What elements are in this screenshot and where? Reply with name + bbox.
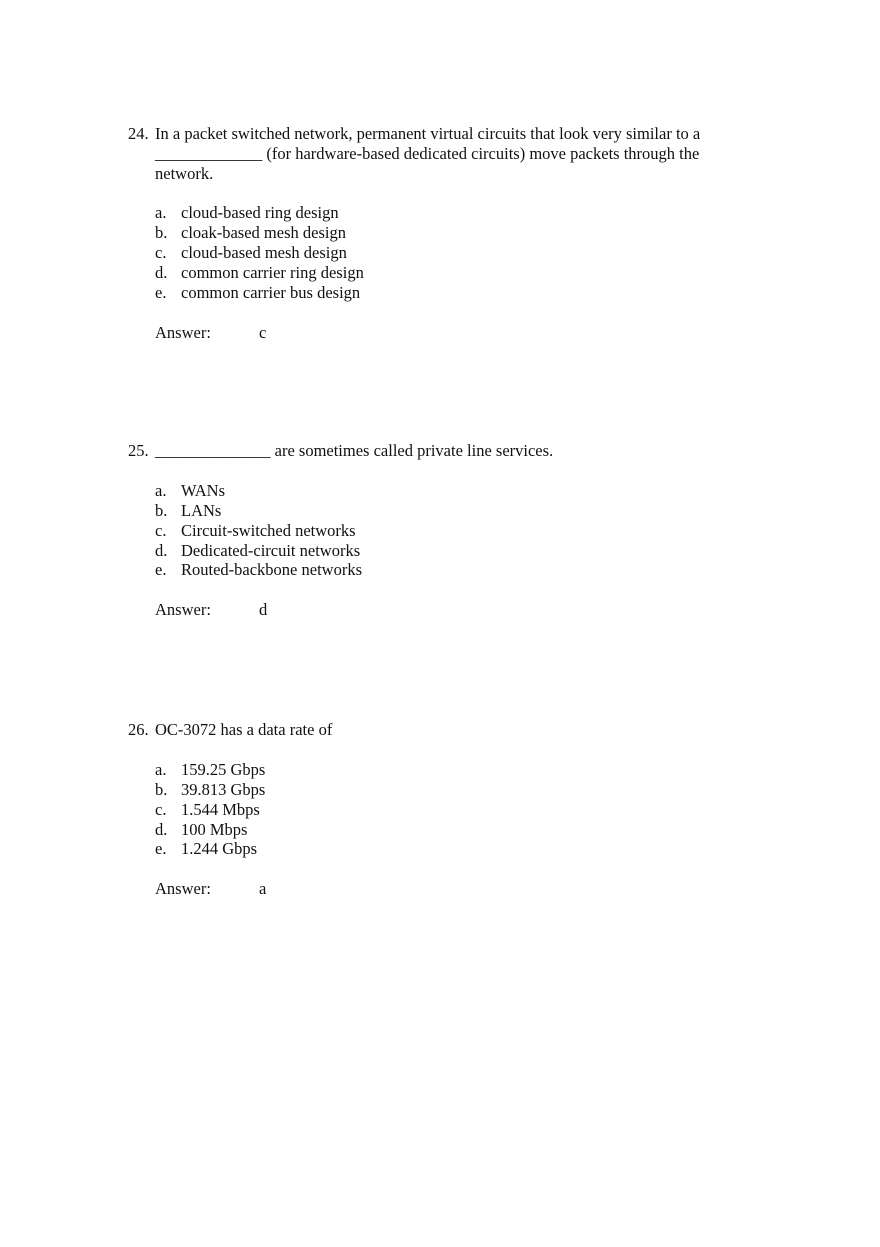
answer-value: c: [259, 322, 267, 342]
stem-line: In a packet switched network, permanent virtual circuits that look very similar to a: [155, 124, 701, 143]
option-letter: d.: [155, 819, 168, 839]
option-text: WANs: [181, 480, 225, 500]
option-a: [155, 481, 738, 501]
option-letter: b.: [155, 500, 168, 520]
option-b: [155, 223, 738, 243]
question-stem: [128, 720, 738, 740]
option-text: 100 Mbps: [181, 819, 248, 839]
question-number: 25.: [128, 441, 149, 460]
option-letter: b.: [155, 223, 168, 243]
option-letter: e.: [155, 839, 167, 859]
question-number: 24.: [128, 124, 149, 143]
option-c: [155, 521, 738, 541]
option-d: [155, 820, 738, 840]
option-e: [155, 283, 738, 303]
option-c: [155, 243, 738, 263]
question-number: 26.: [128, 720, 149, 739]
answer-value: d: [259, 600, 268, 620]
answer-line: [128, 879, 738, 899]
answer-line: [128, 323, 738, 343]
option-text: 159.25 Gbps: [181, 759, 266, 779]
option-letter: a.: [155, 480, 167, 500]
answer-label: Answer:: [155, 879, 211, 899]
question-25: [128, 441, 738, 620]
stem-line: OC-3072 has a data rate of: [155, 720, 333, 739]
answer-line: [128, 600, 738, 620]
option-d: [155, 541, 738, 561]
stem-line: network.: [155, 163, 214, 183]
option-list: [128, 760, 738, 860]
option-letter: a.: [155, 203, 167, 223]
option-letter: a.: [155, 759, 167, 779]
option-text: LANs: [181, 500, 222, 520]
option-text: cloud-based ring design: [181, 203, 339, 223]
option-text: 1.244 Gbps: [181, 839, 258, 859]
option-letter: e.: [155, 560, 167, 580]
option-text: 1.544 Mbps: [181, 799, 260, 819]
question-stem: [128, 441, 738, 461]
stem-line: ______________ are sometimes called private line services.: [155, 441, 554, 460]
answer-label: Answer:: [155, 322, 211, 342]
option-letter: c.: [155, 520, 167, 540]
option-e: [155, 839, 738, 859]
option-letter: d.: [155, 263, 168, 283]
option-d: [155, 263, 738, 283]
option-a: [155, 760, 738, 780]
option-letter: d.: [155, 540, 168, 560]
stem-line: _____________ (for hardware-based dedicated circuits) move packets through the: [155, 143, 700, 163]
option-text: cloud-based mesh design: [181, 243, 347, 263]
option-text: 39.813 Gbps: [181, 779, 266, 799]
option-b: [155, 780, 738, 800]
option-text: Circuit-switched networks: [181, 520, 356, 540]
option-text: Dedicated-circuit networks: [181, 540, 361, 560]
option-text: Routed-backbone networks: [181, 560, 362, 580]
option-c: [155, 800, 738, 820]
answer-value: a: [259, 879, 267, 899]
option-list: [128, 203, 738, 303]
option-a: [155, 203, 738, 223]
option-text: cloak-based mesh design: [181, 223, 346, 243]
option-text: common carrier bus design: [181, 283, 361, 303]
option-b: [155, 501, 738, 521]
option-list: [128, 481, 738, 581]
question-26: [128, 720, 738, 899]
option-letter: c.: [155, 243, 167, 263]
option-letter: c.: [155, 799, 167, 819]
answer-label: Answer:: [155, 600, 211, 620]
option-e: [155, 560, 738, 580]
option-letter: b.: [155, 779, 168, 799]
question-24: [128, 124, 738, 343]
option-text: common carrier ring design: [181, 263, 364, 283]
option-letter: e.: [155, 283, 167, 303]
question-stem: [128, 124, 738, 183]
